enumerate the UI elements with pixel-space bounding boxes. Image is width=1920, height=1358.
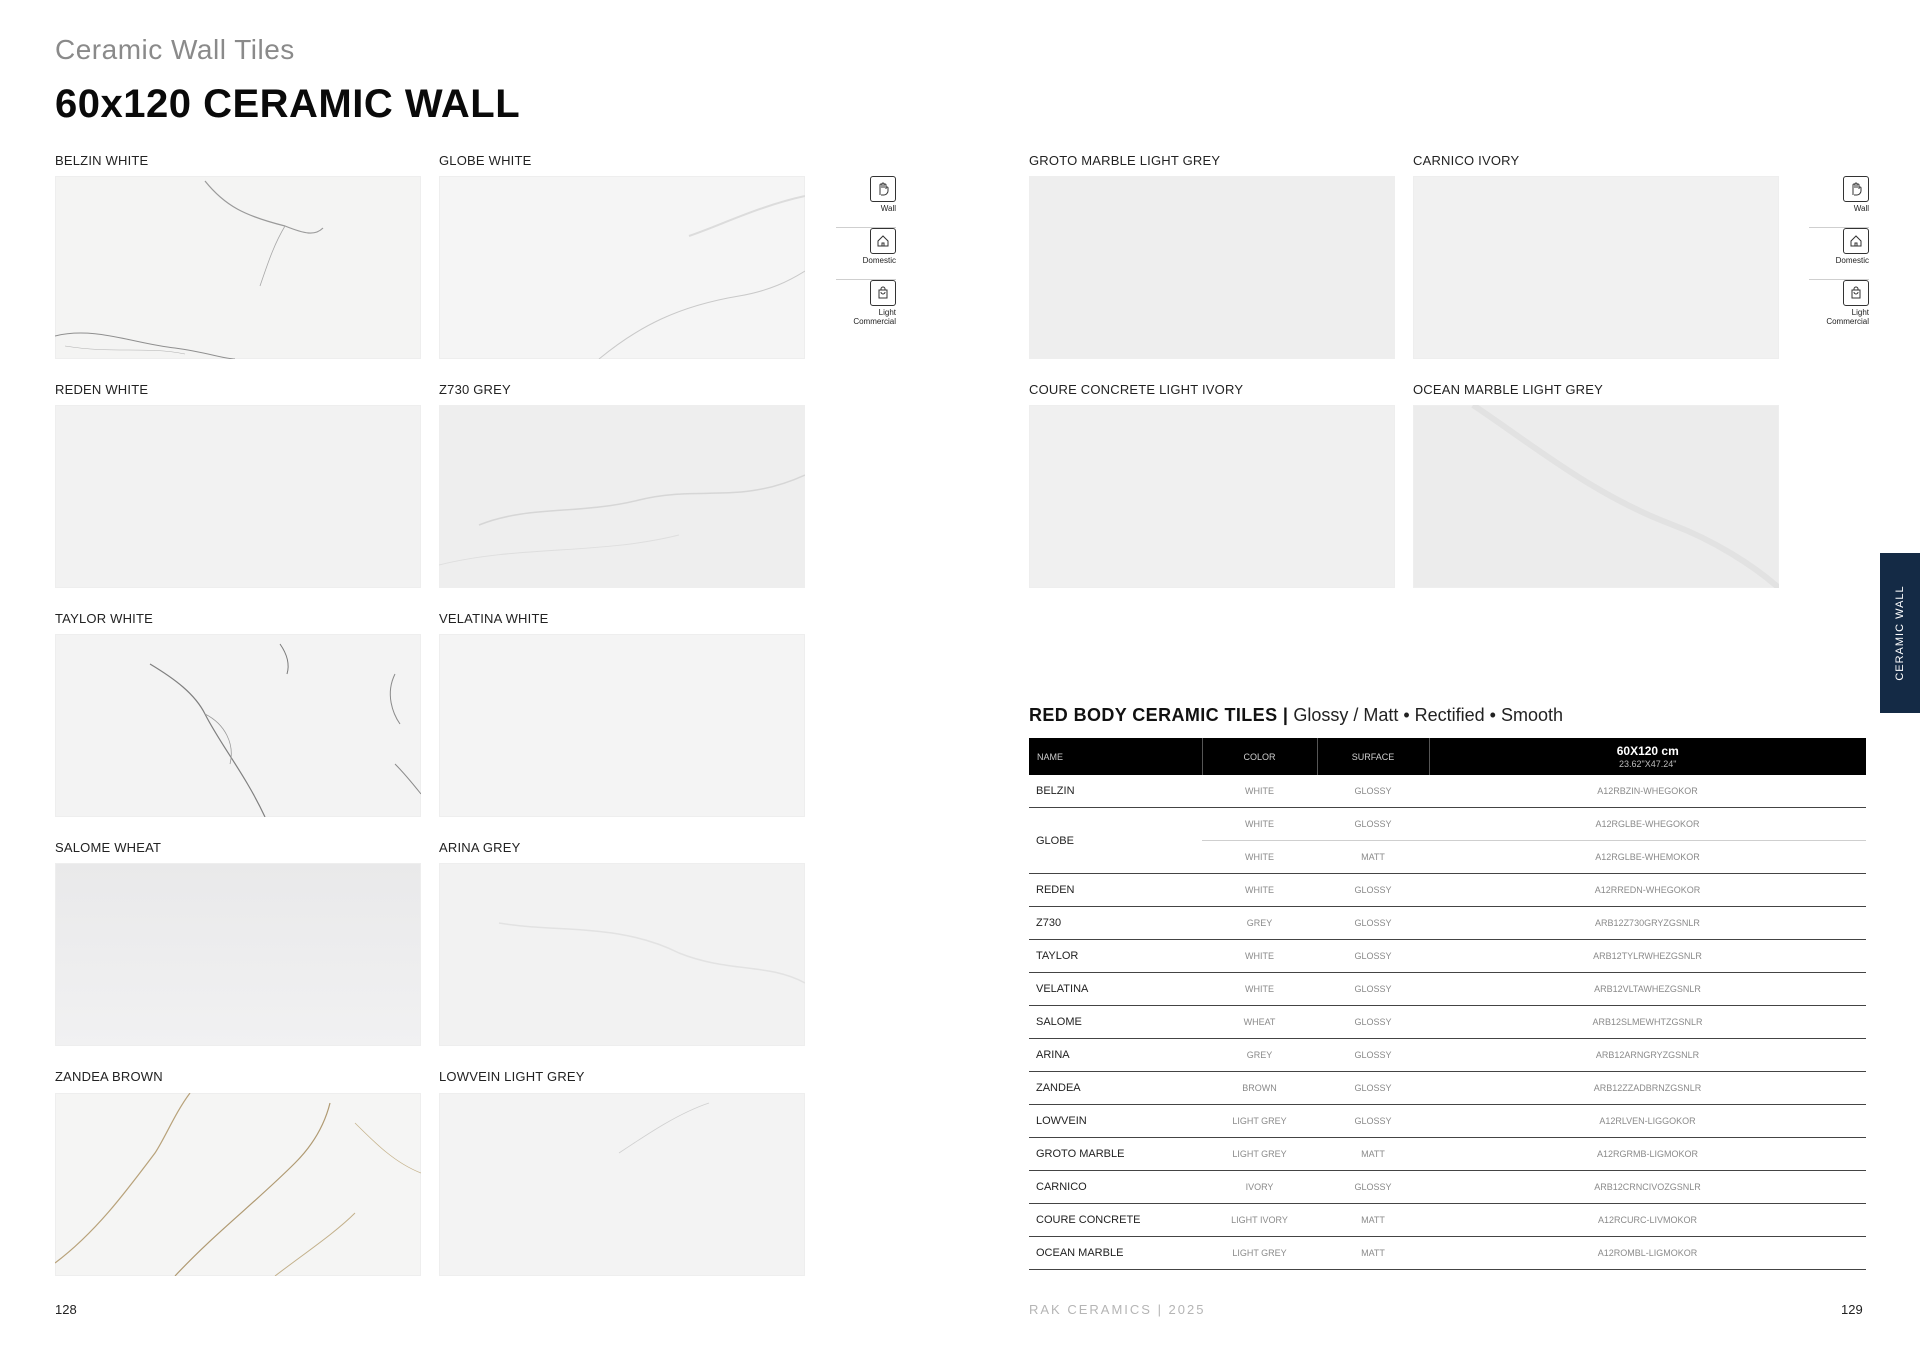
shopping-bag-icon — [1843, 280, 1869, 306]
tile-label: COURE CONCRETE LIGHT IVORY — [1029, 382, 1244, 397]
table-row: OCEAN MARBLE LIGHT GREY MATT A12ROMBL-LIGMOKOR — [1029, 1237, 1866, 1270]
table-row: BELZIN WHITE GLOSSY A12RBZIN-WHEGOKOR — [1029, 775, 1866, 808]
table-row: CARNICO IVORY GLOSSY ARB12CRNCIVOZGSNLR — [1029, 1171, 1866, 1204]
tile-image-belzin-white — [55, 176, 421, 359]
table-row: ZANDEA BROWN GLOSSY ARB12ZZADBRNZGSNLR — [1029, 1072, 1866, 1105]
tile-label: ARINA GREY — [439, 840, 521, 855]
tile-image-lowvein-light-grey — [439, 1093, 805, 1276]
usage-domestic: Domestic — [1809, 228, 1869, 280]
tile-image-reden-white — [55, 405, 421, 588]
hand-icon — [1843, 176, 1869, 202]
spec-table — [1029, 738, 1866, 1270]
usage-icons-left — [836, 176, 896, 331]
tile-label: GLOBE WHITE — [439, 153, 532, 168]
tile-image-carnico-ivory — [1413, 176, 1779, 359]
footer-brand: RAK CERAMICS | 2025 — [1029, 1302, 1206, 1317]
tile-label: LOWVEIN LIGHT GREY — [439, 1069, 585, 1084]
usage-light-commercial: Light Commercial — [1809, 280, 1869, 331]
tile-label: REDEN WHITE — [55, 382, 149, 397]
tile-label: Z730 GREY — [439, 382, 511, 397]
table-row: GROTO MARBLE LIGHT GREY MATT A12RGRMB-LIGMOKOR — [1029, 1138, 1866, 1171]
page-number-right: 129 — [1841, 1302, 1863, 1317]
table-row: LOWVEIN LIGHT GREY GLOSSY A12RLVEN-LIGGOKOR — [1029, 1105, 1866, 1138]
table-row: SALOME WHEAT GLOSSY ARB12SLMEWHTZGSNLR — [1029, 1006, 1866, 1039]
table-row: GLOBE WHITE GLOSSY A12RGLBE-WHEGOKOR — [1029, 808, 1866, 841]
tile-label: VELATINA WHITE — [439, 611, 549, 626]
tile-image-globe-white — [439, 176, 805, 359]
table-row: COURE CONCRETE LIGHT IVORY MATT A12RCURC-LIVMOKOR — [1029, 1204, 1866, 1237]
tile-label: BELZIN WHITE — [55, 153, 149, 168]
table-row: REDEN WHITE GLOSSY A12RREDN-WHEGOKOR — [1029, 874, 1866, 907]
usage-wall: Wall — [836, 176, 896, 228]
house-icon — [870, 228, 896, 254]
tile-image-groto-marble-light-grey — [1029, 176, 1395, 359]
usage-wall: Wall — [1809, 176, 1869, 228]
hand-icon — [870, 176, 896, 202]
tile-label: OCEAN MARBLE LIGHT GREY — [1413, 382, 1604, 397]
house-icon — [1843, 228, 1869, 254]
tile-image-ocean-marble-light-grey — [1413, 405, 1779, 588]
table-row: ARINA GREY GLOSSY ARB12ARNGRYZGSNLR — [1029, 1039, 1866, 1072]
column-header-size: 60X120 cm 23.62"X47.24" — [1429, 738, 1866, 775]
catalog-section-subtitle: Ceramic Wall Tiles — [55, 34, 295, 65]
usage-light-commercial: Light Commercial — [836, 280, 896, 331]
page-number-left: 128 — [55, 1302, 77, 1317]
tile-label: GROTO MARBLE LIGHT GREY — [1029, 153, 1221, 168]
table-row: WHITE MATT A12RGLBE-WHEMOKOR — [1029, 841, 1866, 874]
tile-label: SALOME WHEAT — [55, 840, 162, 855]
column-header-surface: SURFACE — [1317, 738, 1429, 775]
column-header-name: NAME — [1029, 738, 1202, 775]
tile-label: CARNICO IVORY — [1413, 153, 1520, 168]
tile-image-velatina-white — [439, 634, 805, 817]
tile-image-zandea-brown — [55, 1093, 421, 1276]
tile-image-salome-wheat — [55, 863, 421, 1046]
spec-table-header-row — [1029, 738, 1866, 775]
tile-image-taylor-white — [55, 634, 421, 817]
tile-label: ZANDEA BROWN — [55, 1069, 163, 1084]
tile-image-z730-grey — [439, 405, 805, 588]
table-row: VELATINA WHITE GLOSSY ARB12VLTAWHEZGSNLR — [1029, 973, 1866, 1006]
column-header-color: COLOR — [1202, 738, 1317, 775]
shopping-bag-icon — [870, 280, 896, 306]
page-title: 60x120 CERAMIC WALL — [55, 82, 521, 126]
usage-domestic: Domestic — [836, 228, 896, 280]
tile-image-arina-grey — [439, 863, 805, 1046]
usage-icons-right — [1809, 176, 1869, 331]
table-row: Z730 GREY GLOSSY ARB12Z730GRYZGSNLR — [1029, 907, 1866, 940]
spec-table-heading: RED BODY CERAMIC TILES | Glossy / Matt • Rectified • Smooth — [1029, 705, 1564, 725]
tile-image-coure-concrete-light-ivory — [1029, 405, 1395, 588]
table-row: TAYLOR WHITE GLOSSY ARB12TYLRWHEZGSNLR — [1029, 940, 1866, 973]
section-side-tab: CERAMIC WALL — [1880, 553, 1920, 713]
tile-label: TAYLOR WHITE — [55, 611, 153, 626]
